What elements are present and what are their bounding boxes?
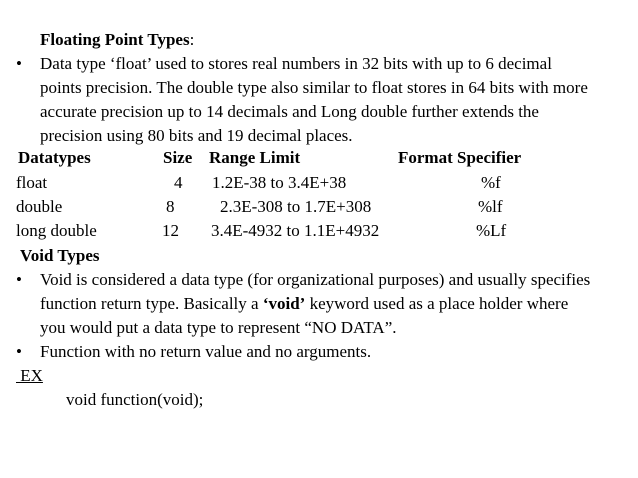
bullet-icon: • <box>16 54 22 73</box>
description-line: Void is considered a data type (for organizational purposes) and usually specifies <box>40 270 591 289</box>
table-cell-size: 8 <box>166 197 175 216</box>
table-cell-range: 1.2E-38 to 3.4E+38 <box>212 173 347 192</box>
example-code: void function(void); <box>66 390 204 409</box>
table-header-range: Range Limit <box>209 148 301 167</box>
description-line: you would put a data type to represent “NO DATA”. <box>40 318 397 337</box>
void-description <box>40 268 590 340</box>
section-title-floating-point <box>40 28 194 52</box>
table-header-format: Format Specifier <box>398 148 522 167</box>
description-line: accurate precision up to 14 decimals and Long double further extends the <box>40 102 539 121</box>
text-run: function return type. Basically a <box>40 294 263 313</box>
table-cell-datatype: double <box>16 197 63 216</box>
table-cell-size: 4 <box>174 173 183 192</box>
description-line: points precision. The double type also similar to float stores in 64 bits with more <box>40 78 588 97</box>
description-line: Data type ‘float’ used to stores real numbers in 32 bits with up to 6 decimal <box>40 54 552 73</box>
floating-point-title: Floating Point Types <box>40 30 190 49</box>
bullet-icon: • <box>16 342 22 361</box>
description-line <box>40 292 590 316</box>
void-keyword: ‘void’ <box>262 294 306 313</box>
section-title-void: Void Types <box>20 246 100 265</box>
void-bullet-no-return: Function with no return value and no arguments. <box>40 342 372 361</box>
table-cell-datatype: float <box>16 173 48 192</box>
floating-point-description <box>40 52 588 148</box>
table-cell-format: %lf <box>478 197 503 216</box>
table-cell-format: %f <box>481 173 501 192</box>
bullet-icon: • <box>16 270 22 289</box>
title-colon: : <box>189 30 195 49</box>
table-header-size: Size <box>163 148 193 167</box>
table-cell-format: %Lf <box>476 221 507 240</box>
text-run: keyword used as a place holder where <box>305 294 569 313</box>
table-cell-datatype: long double <box>16 221 97 240</box>
description-line: precision using 80 bits and 19 decimal places. <box>40 126 353 145</box>
table-cell-range: 2.3E-308 to 1.7E+308 <box>220 197 372 216</box>
table-header-datatypes: Datatypes <box>18 148 91 167</box>
example-label: EX <box>16 366 43 385</box>
table-cell-size: 12 <box>162 221 179 240</box>
table-cell-range: 3.4E-4932 to 1.1E+4932 <box>211 221 380 240</box>
